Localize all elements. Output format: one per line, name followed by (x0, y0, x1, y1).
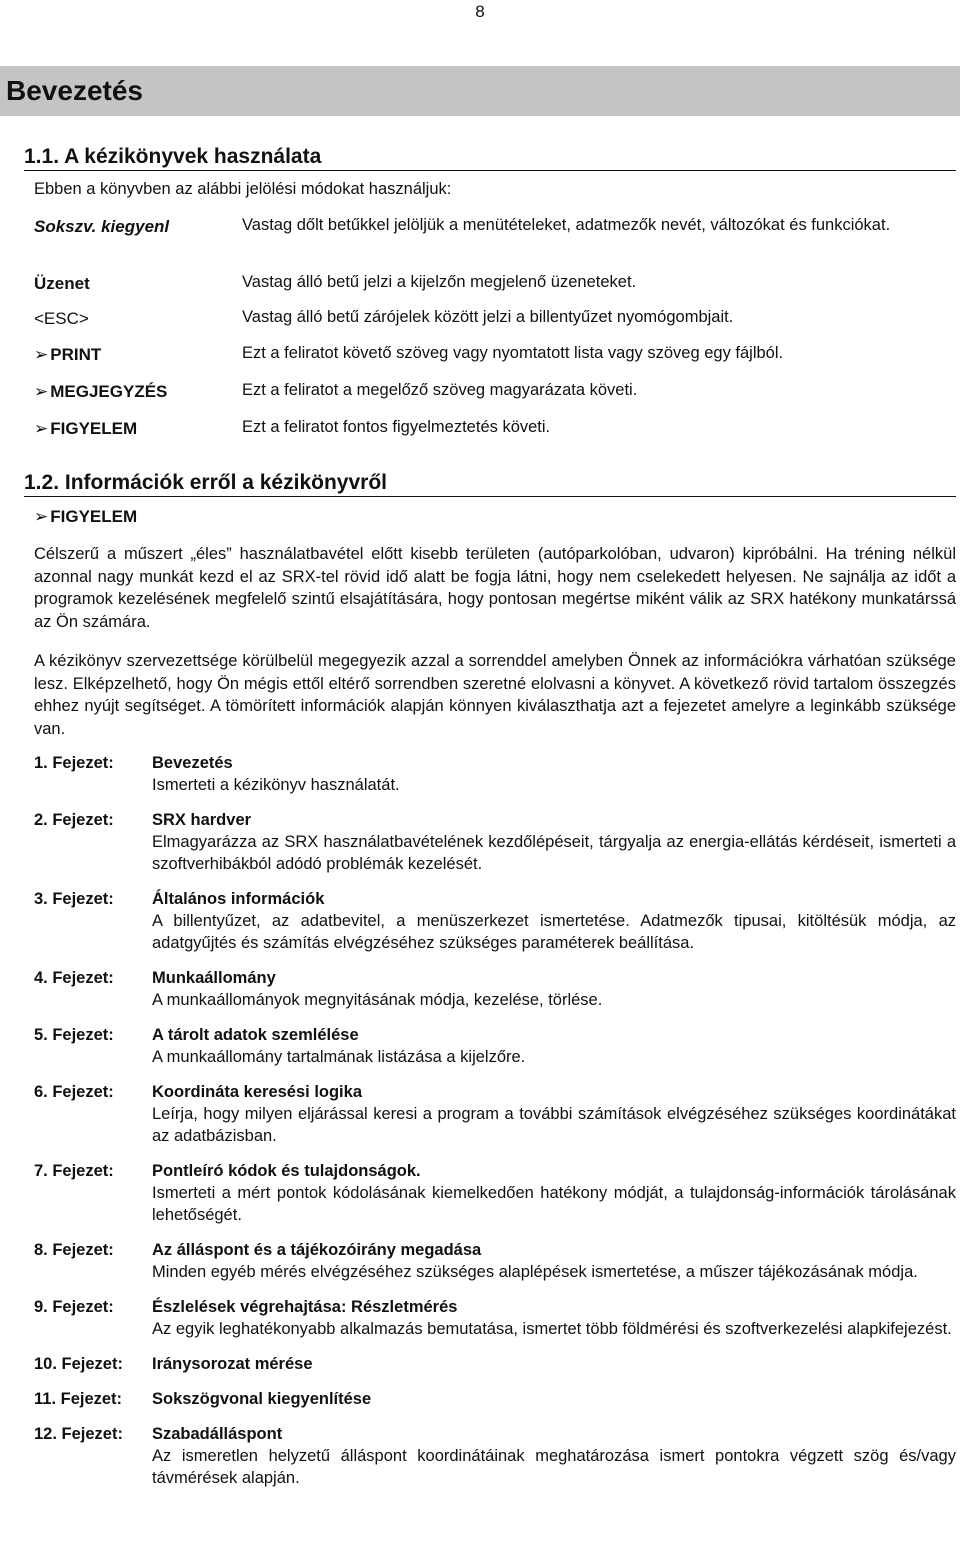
chapter-description: Az egyik leghatékonyabb alkalmazás bemutatása, ismertet több földmérési és szoftverkezelési alapkifejezést. (152, 1320, 952, 1338)
chapter-description: Minden egyéb mérés elvégzéséhez szükséges alaplépések ismertetése, a műszer tájékozásának módja. (152, 1263, 918, 1281)
chapter-title: A tárolt adatok szemlélése (152, 1026, 359, 1044)
chapter-description: A munkaállományok megnyitásának módja, kezelése, törlése. (152, 991, 603, 1009)
chapter-body (152, 809, 956, 875)
notation-label-note (34, 382, 234, 402)
notation-label-text: MEGJEGYZÉS (50, 382, 168, 401)
chapter-title: Általános információk (152, 890, 325, 908)
notation-label-warning (34, 419, 234, 439)
chapter-label: 12. Fejezet: (34, 1425, 123, 1443)
chapter-label: 5. Fejezet: (34, 1026, 114, 1044)
chapter-entry (34, 1160, 956, 1226)
arrow-bullet-icon: ➢ (34, 419, 49, 438)
chapter-title: Pontleíró kódok és tulajdonságok. (152, 1162, 421, 1180)
chapter-title: Munkaállomány (152, 969, 276, 987)
chapter-entry (34, 809, 956, 875)
chapter-description: A munkaállomány tartalmának listázása a kijelzőre. (152, 1048, 526, 1066)
notation-label-text: PRINT (50, 345, 102, 364)
chapter-label: 6. Fejezet: (34, 1083, 114, 1101)
notation-intro: Ebben a könyvben az alábbi jelölési módokat használjuk: (34, 180, 452, 198)
chapter-list (34, 752, 956, 1502)
chapter-body (152, 1024, 956, 1068)
notation-label-key: <ESC> (34, 309, 89, 328)
notation-label-message: Üzenet (34, 274, 90, 293)
chapter-label: 4. Fejezet: (34, 969, 114, 987)
chapter-body (152, 1423, 956, 1489)
chapter-description: Az ismeretlen helyzetű álláspont koordinátáinak meghatározása ismert pontokra végzett szög és/vagy távmérések alapján. (152, 1447, 956, 1487)
chapter-body (152, 888, 956, 954)
chapter-entry (34, 1081, 956, 1147)
chapter-entry (34, 1296, 956, 1340)
chapter-banner (0, 66, 960, 116)
chapter-body (152, 1388, 956, 1410)
chapter-title: SRX hardver (152, 811, 252, 829)
arrow-bullet-icon: ➢ (34, 345, 49, 364)
chapter-entry (34, 1024, 956, 1068)
chapter-label: 1. Fejezet: (34, 754, 114, 772)
notation-label-print (34, 345, 234, 365)
chapter-description: Ismerteti a mért pontok kódolásának kiemelkedően hatékony módját, a tulajdonság-információk tárolásának lehetőségét. (152, 1184, 956, 1224)
notation-desc: Vastag álló betű jelzi a kijelzőn megjelenő üzeneteket. (242, 273, 637, 291)
notation-row (34, 380, 956, 417)
chapter-body (152, 1239, 956, 1283)
notation-desc: Vastag dőlt betűkkel jelöljük a menütételeket, adatmezők nevét, változókat és funkciókat. (242, 216, 891, 234)
chapter-label: 8. Fejezet: (34, 1241, 114, 1259)
chapter-body (152, 752, 956, 796)
chapter-entry (34, 1239, 956, 1283)
arrow-bullet-icon: ➢ (34, 382, 49, 401)
chapter-label: 9. Fejezet: (34, 1298, 114, 1316)
section-heading-1-2: 1.2. Információk erről a kézikönyvről (24, 471, 956, 497)
chapter-entry (34, 888, 956, 954)
chapter-description: Elmagyarázza az SRX használatbavételének kezdőlépéseit, tárgyalja az energia-ellátás kérdéseit, ismerteti a szoftverhibákból adódó problémák kezelését. (152, 833, 956, 873)
chapter-label: 3. Fejezet: (34, 890, 114, 908)
chapter-entry (34, 1388, 956, 1410)
chapter-title: Az álláspont és a tájékozóirány megadása (152, 1241, 482, 1259)
paragraph-warning: Célszerű a műszert „éles” használatbavétel előtt kisebb területen (autóparkolóban, udvaron) kipróbálni. Ha tréning nélkül azonnal nagy munkát kezd el az SRX-tel rövid idő alatt be fogja látni, hogy nem cselekedett helyesen. Ne sajnálja az időt a programok kezelésének megfelelő szintű elsajátítására, hogy pontosan megértse miként válik az SRX hatékony munkatárssá az Ön számára. (34, 545, 956, 631)
chapter-body (152, 1081, 956, 1147)
paragraph-overview: A kézikönyv szervezettsége körülbelül megegyezik azzal a sorrenddel amelyben Önnek az információkra várhatóan szüksége lesz. Elképzelhető, hogy Ön mégis ettől eltérő sorrendben szeretné elolvasni a könyvet. A következő rövid tartalom összegzés ehhez nyújt segítséget. A tömörített információk alapján könnyen kiválaszthatja azt a fejezetet amelyre a leginkább szüksége van. (34, 652, 956, 738)
chapter-label: 7. Fejezet: (34, 1162, 114, 1180)
warning-label-text: FIGYELEM (50, 507, 138, 526)
chapter-label: 11. Fejezet: (34, 1390, 123, 1408)
notation-row (34, 307, 956, 343)
chapter-body (152, 1353, 956, 1375)
notation-label-text: FIGYELEM (50, 419, 138, 438)
chapter-label: 2. Fejezet: (34, 811, 114, 829)
chapter-entry (34, 1353, 956, 1375)
notation-row (34, 343, 956, 380)
chapter-title: Iránysorozat mérése (152, 1355, 313, 1373)
notation-desc: Vastag álló betű zárójelek között jelzi a billentyűzet nyomógombjait. (242, 308, 734, 326)
chapter-description: Leírja, hogy milyen eljárással keresi a program a további számítások elvégzéséhez szükséges koordinátákat az adatbázisban. (152, 1105, 956, 1145)
page-number: 8 (475, 2, 485, 21)
chapter-description: A billentyűzet, az adatbevitel, a menüszerkezet ismertetése. Adatmezők tipusai, kitöltésük módja, az adatgyűjtés és számítás elvégzéséhez szükséges paraméterek beállítása. (152, 912, 956, 952)
chapter-title: Koordináta keresési logika (152, 1083, 362, 1101)
chapter-title: Sokszögvonal kiegyenlítése (152, 1390, 372, 1408)
notation-row (34, 272, 956, 307)
chapter-description: Ismerteti a kézikönyv használatát. (152, 776, 400, 794)
chapter-title: Bevezetés (152, 754, 233, 772)
chapter-entry (34, 752, 956, 796)
warning-label (34, 507, 137, 527)
chapter-body (152, 967, 956, 1011)
notation-row (34, 215, 956, 272)
chapter-title: Észlelések végrehajtása: Részletmérés (152, 1298, 458, 1316)
notation-list (34, 215, 956, 447)
chapter-entry (34, 1423, 956, 1489)
notation-desc: Ezt a feliratot fontos figyelmeztetés követi. (242, 418, 551, 436)
notation-row (34, 417, 956, 447)
chapter-label: 10. Fejezet: (34, 1355, 123, 1373)
notation-desc: Ezt a feliratot a megelőző szöveg magyarázata követi. (242, 381, 638, 399)
arrow-bullet-icon: ➢ (34, 507, 49, 526)
notation-desc: Ezt a feliratot követő szöveg vagy nyomtatott lista vagy szöveg egy fájlból. (242, 344, 784, 362)
section-heading-1-1: 1.1. A kézikönyvek használata (24, 145, 956, 171)
chapter-title: Szabadálláspont (152, 1425, 283, 1443)
notation-label-menu-item: Sokszv. kiegyenl (34, 217, 170, 236)
chapter-entry (34, 967, 956, 1011)
chapter-body (152, 1296, 956, 1340)
chapter-title: Bevezetés (6, 75, 143, 106)
chapter-body (152, 1160, 956, 1226)
